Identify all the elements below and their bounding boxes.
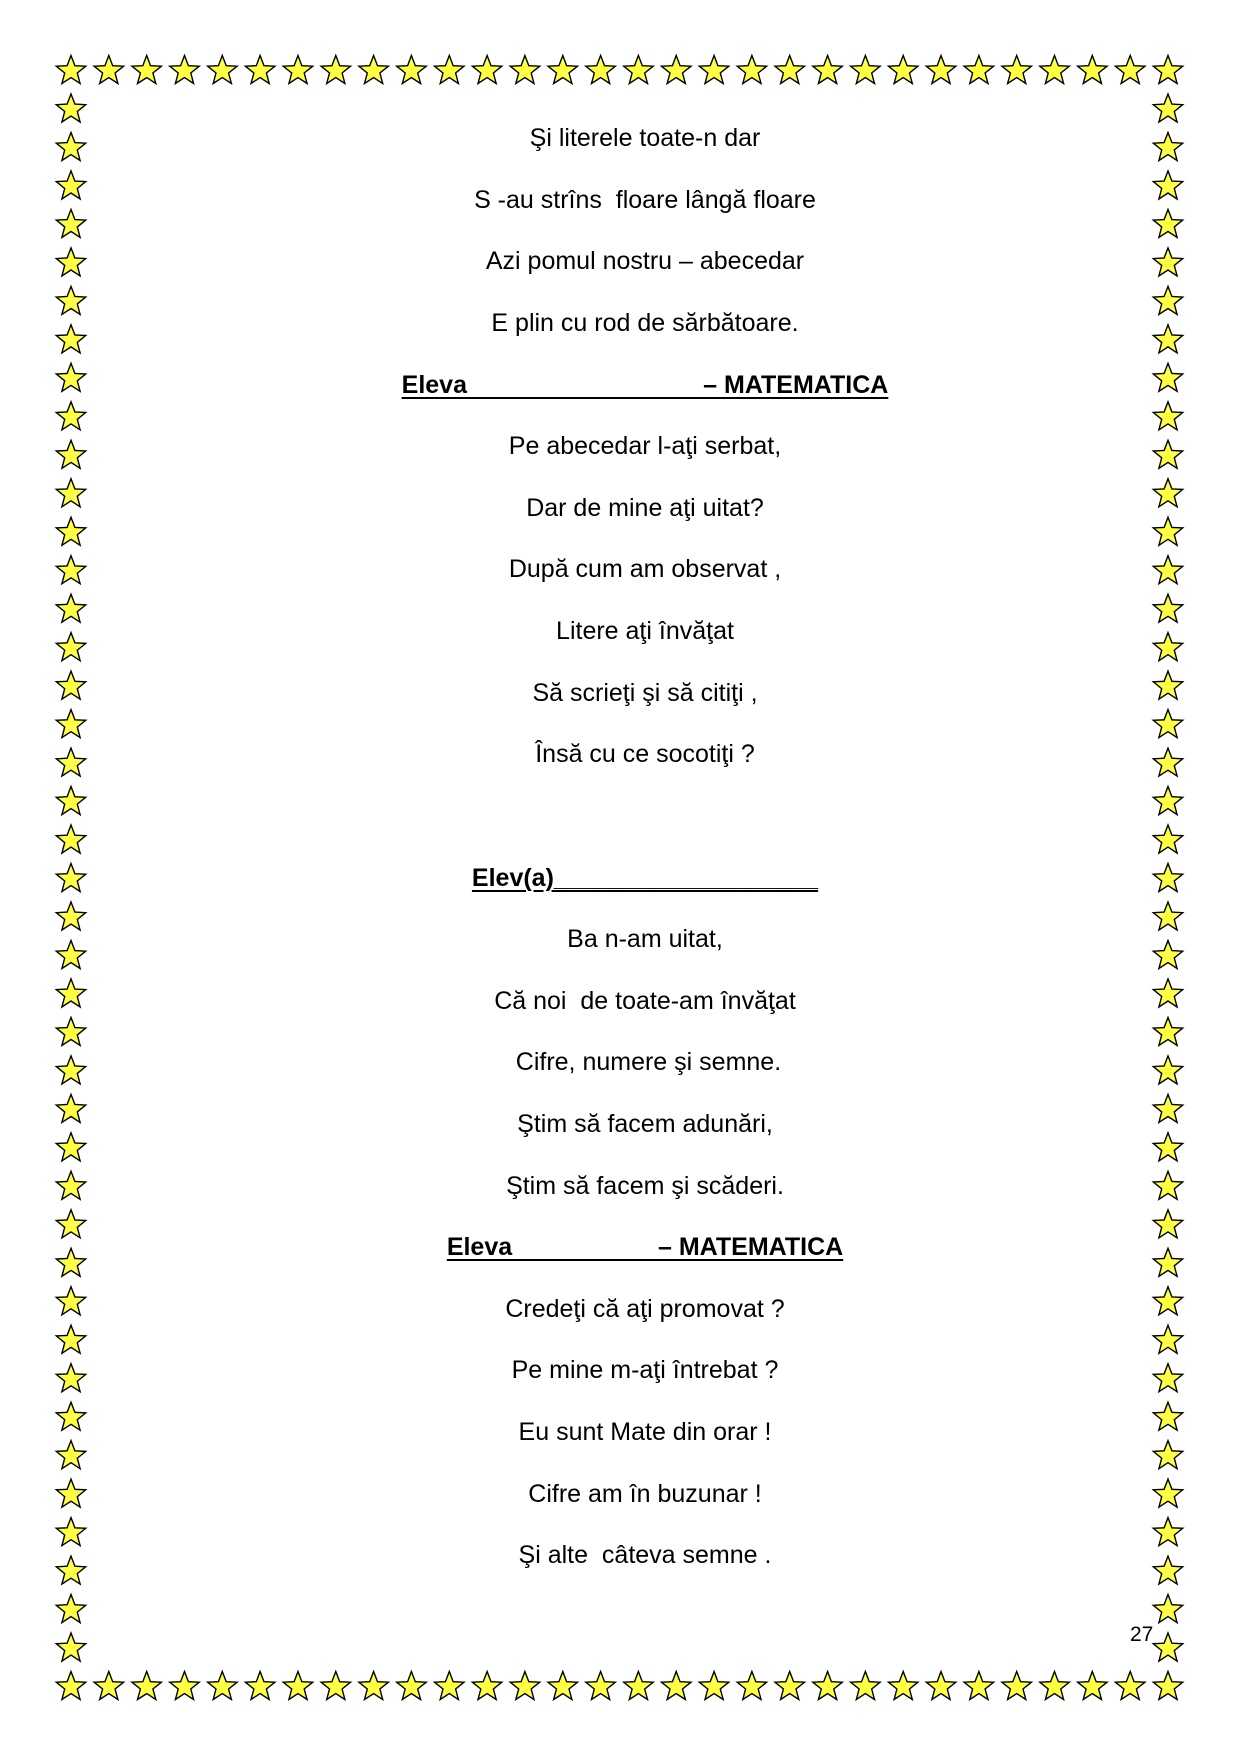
star-icon	[964, 56, 994, 84]
star-icon	[359, 1672, 389, 1700]
star-icon	[321, 56, 350, 84]
star-icon	[170, 56, 200, 84]
star-icon	[1078, 56, 1108, 84]
star-icon	[1153, 94, 1182, 122]
star-icon	[737, 56, 766, 84]
star-icon	[56, 1672, 85, 1700]
star-icon	[548, 1672, 578, 1700]
star-icon	[662, 1672, 692, 1700]
star-icon	[889, 1672, 918, 1700]
star-icon	[624, 56, 654, 84]
star-icon	[813, 56, 843, 84]
star-icon	[132, 1672, 162, 1700]
speaker-heading: Eleva – MATEMATICA	[401, 371, 889, 399]
star-icon	[851, 1672, 881, 1700]
poem-line: Pe abecedar l-aţi serbat,	[508, 432, 782, 460]
star-icon	[208, 56, 238, 84]
star-icon	[699, 1672, 729, 1700]
star-icon	[586, 56, 616, 84]
star-icon	[397, 56, 427, 84]
poem-line: Litere aţi învăţat	[556, 617, 734, 645]
star-icon	[1153, 825, 1182, 853]
star-icon	[245, 56, 275, 84]
star-icon	[1153, 1325, 1182, 1353]
star-icon	[1153, 1595, 1182, 1623]
star-icon	[964, 1672, 994, 1700]
star-icon	[1040, 1672, 1070, 1700]
star-icon	[472, 56, 501, 84]
star-icon	[397, 1672, 427, 1700]
poem-line: Credeţi că aţi promovat ?	[505, 1295, 785, 1323]
poem-line: După cum am observat ,	[508, 555, 782, 583]
star-icon	[359, 56, 389, 84]
poem-line: Să scrieţi şi să citiţi ,	[532, 679, 758, 707]
star-icon	[926, 56, 956, 84]
star-icon	[548, 56, 578, 84]
star-icon	[283, 1672, 313, 1700]
speaker-heading: Eleva – MATEMATICA	[446, 1233, 844, 1261]
star-icon	[56, 1633, 85, 1661]
poem-line: Însă cu ce socotiţi ?	[535, 740, 755, 768]
star-icon	[435, 1672, 465, 1700]
star-icon	[775, 1672, 805, 1700]
star-icon	[208, 1672, 238, 1700]
star-icon	[56, 1325, 85, 1353]
star-icon	[56, 402, 85, 430]
star-icon	[510, 1672, 540, 1700]
star-icon	[1078, 1672, 1108, 1700]
star-icon	[94, 56, 124, 84]
star-icon	[851, 56, 881, 84]
star-icon	[586, 1672, 616, 1700]
star-icon	[926, 1672, 956, 1700]
star-icon	[435, 56, 465, 84]
star-icon	[775, 56, 805, 84]
poem-line: Ştim să facem şi scăderi.	[506, 1172, 784, 1200]
star-icon	[510, 56, 540, 84]
star-icon	[56, 1595, 85, 1623]
star-icon	[1153, 1633, 1182, 1661]
star-icon	[245, 1672, 275, 1700]
star-icon	[132, 56, 162, 84]
star-icon	[1115, 1672, 1145, 1700]
poem-line: Azi pomul nostru – abecedar	[485, 247, 805, 275]
star-icon	[699, 56, 729, 84]
poem-line: Cifre, numere şi semne.	[508, 1048, 782, 1076]
star-icon	[56, 1017, 85, 1045]
star-icon	[662, 56, 692, 84]
star-icon	[1153, 1672, 1182, 1700]
star-icon	[56, 56, 85, 84]
page-number: 27	[1130, 1623, 1154, 1646]
star-icon	[1153, 710, 1182, 738]
star-icon	[624, 1672, 654, 1700]
star-icon	[56, 710, 85, 738]
star-icon	[889, 56, 918, 84]
star-icon	[170, 1672, 200, 1700]
poem-line: Că noi de toate-am învăţat	[494, 987, 796, 1015]
poem-line: Ştim să facem adunări,	[517, 1110, 773, 1138]
star-icon	[1153, 402, 1182, 430]
star-icon	[1002, 1672, 1032, 1700]
star-icon	[1153, 787, 1182, 815]
star-icon	[1002, 56, 1032, 84]
star-icon	[56, 825, 85, 853]
star-icon	[813, 1672, 843, 1700]
star-icon	[56, 94, 85, 122]
star-icon	[56, 787, 85, 815]
poem-line: E plin cu rod de sărbătoare.	[491, 309, 799, 337]
poem-line: Şi alte câteva semne .	[518, 1541, 772, 1569]
star-icon	[1115, 56, 1145, 84]
poem-line: Cifre am în buzunar !	[528, 1480, 762, 1508]
star-icon	[737, 1672, 766, 1700]
poem-line: Ba n-am uitat,	[567, 925, 723, 953]
star-icon	[1040, 56, 1070, 84]
star-icon	[283, 56, 313, 84]
star-icon	[94, 1672, 124, 1700]
star-icon	[321, 1672, 350, 1700]
star-icon	[1153, 56, 1182, 84]
speaker-heading: Elev(a)___________________	[471, 864, 819, 892]
poem-line: Dar de mine aţi uitat?	[526, 494, 764, 522]
poem-line: Pe mine m-aţi întrebat ?	[511, 1356, 779, 1384]
poem-line: S -au strîns floare lângă floare	[474, 186, 816, 214]
star-icon	[1153, 1017, 1182, 1045]
poem-line: Şi literele toate-n dar	[529, 124, 761, 152]
poem-line: Eu sunt Mate din orar !	[518, 1418, 772, 1446]
star-icon	[472, 1672, 501, 1700]
